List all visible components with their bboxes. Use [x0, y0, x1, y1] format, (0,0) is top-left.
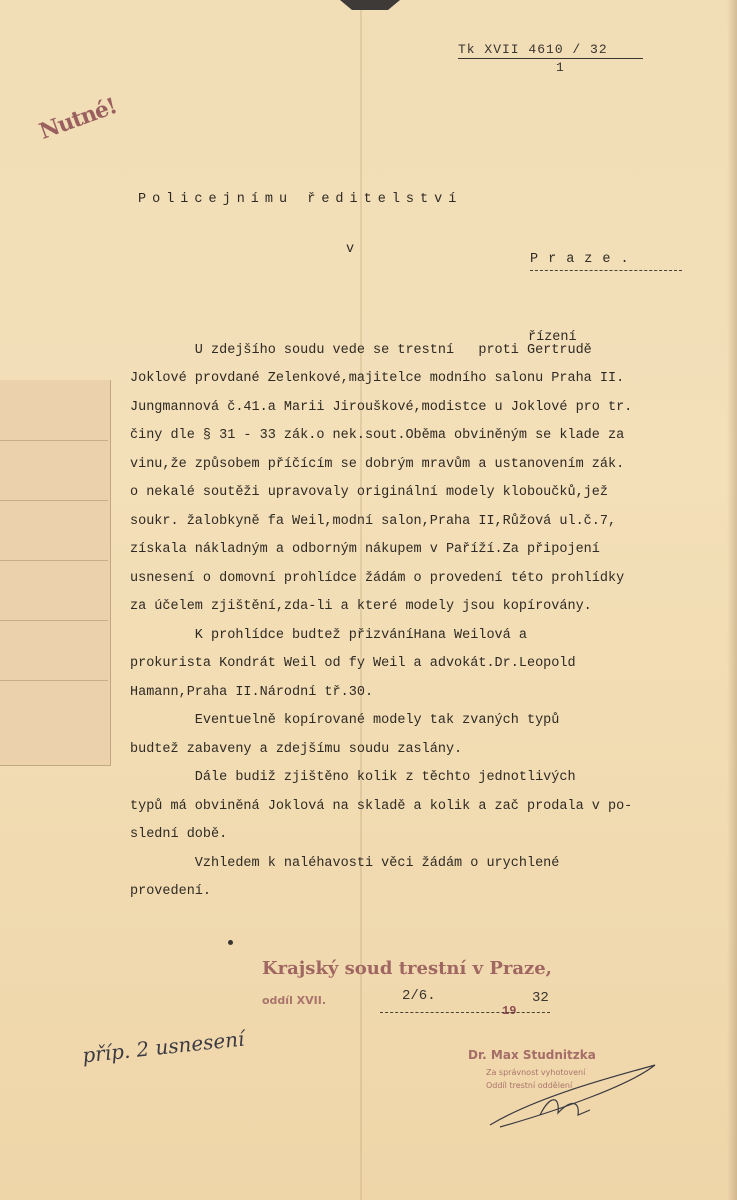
date-year: 32	[532, 990, 549, 1006]
inserted-word: řízení	[528, 330, 577, 345]
body-line: U zdejšího soudu vede se trestní proti Gertrudě	[130, 343, 592, 358]
body-line: činy dle § 31 - 33 zák.o nek.sout.Oběma obviněným se klade za	[130, 428, 625, 443]
attached-slip	[0, 380, 111, 766]
signature-icon	[480, 1055, 660, 1135]
file-reference-underline	[458, 58, 643, 59]
body-line: o nekalé soutěži upravovaly originální modely kloboučků,jež	[130, 485, 608, 500]
body-line: usnesení o domovní prohlídce žádám o provedení této prohlídky	[130, 571, 625, 586]
binding-edge	[340, 0, 400, 10]
body-line: vinu,že způsobem příčícím se dobrým mravům a ustanovením zák.	[130, 457, 625, 472]
page-edge-shadow	[727, 0, 737, 1200]
date-year-prefix: 19	[502, 1004, 517, 1018]
body-line: Eventuelně kopírované modely tak zvaných typů	[130, 713, 560, 728]
body-line: slední době.	[130, 827, 228, 842]
file-reference-sub: 1	[556, 60, 564, 75]
slip-rule	[0, 500, 108, 501]
body-line: Hamann,Praha II.Národní tř.30.	[130, 685, 374, 700]
body-line: Joklové provdané Zelenkové,majitelce modního salonu Praha II.	[130, 371, 625, 386]
body-line: prokurista Kondrát Weil od fy Weil a advokát.Dr.Leopold	[130, 656, 576, 671]
recipient: Policejnímu ředitelství	[138, 192, 463, 207]
ink-dot	[228, 940, 233, 945]
body-line: Dále budiž zjištěno kolik z těchto jednotlivých	[130, 770, 576, 785]
urgent-stamp: Nutné!	[35, 93, 120, 145]
body-line: soukr. žalobkyně fa Weil,modní salon,Praha II,Růžová ul.č.7,	[130, 514, 617, 529]
slip-rule	[0, 680, 108, 681]
body-line: Jungmannová č.41.a Marii Jirouškové,modistce u Joklové pro tr.	[130, 400, 633, 415]
file-reference: Tk XVII 4610 / 32	[458, 42, 608, 57]
signer-stamp-name: Dr. Max Studnitzka	[468, 1048, 596, 1062]
date-day-month: 2/6.	[402, 988, 436, 1004]
recipient-preposition: v	[346, 242, 355, 257]
body-line: Vzhledem k naléhavosti věci žádám o urychlené	[130, 856, 560, 871]
slip-rule	[0, 620, 108, 621]
body-line: získala nákladným a odborným nákupem v Paříží.Za připojení	[130, 542, 600, 557]
body-line: K prohlídce budtež přizváníHana Weilová a	[130, 628, 527, 643]
body-line: typů má obviněná Joklová na skladě a kolik a zač prodala v po-	[130, 799, 633, 814]
city-underline	[530, 270, 682, 271]
recipient-city: Praze.	[530, 252, 639, 267]
slip-rule	[0, 440, 108, 441]
date-underline	[380, 1012, 550, 1013]
signer-stamp-line: Za správnost vyhotovení	[486, 1068, 586, 1077]
court-stamp-department: oddíl XVII.	[262, 994, 327, 1007]
signer-stamp-line: Oddíl trestní oddělení	[486, 1081, 573, 1090]
court-stamp: Krajský soud trestní v Praze,	[262, 958, 552, 979]
handwritten-note: příp. 2 usnesení	[81, 1026, 246, 1068]
body-line: budtež zabaveny a zdejšímu soudu zaslány.	[130, 742, 463, 757]
body-line: provedení.	[130, 884, 212, 899]
body-line: za účelem zjištění,zda-li a které modely jsou kopírovány.	[130, 599, 592, 614]
slip-rule	[0, 560, 108, 561]
